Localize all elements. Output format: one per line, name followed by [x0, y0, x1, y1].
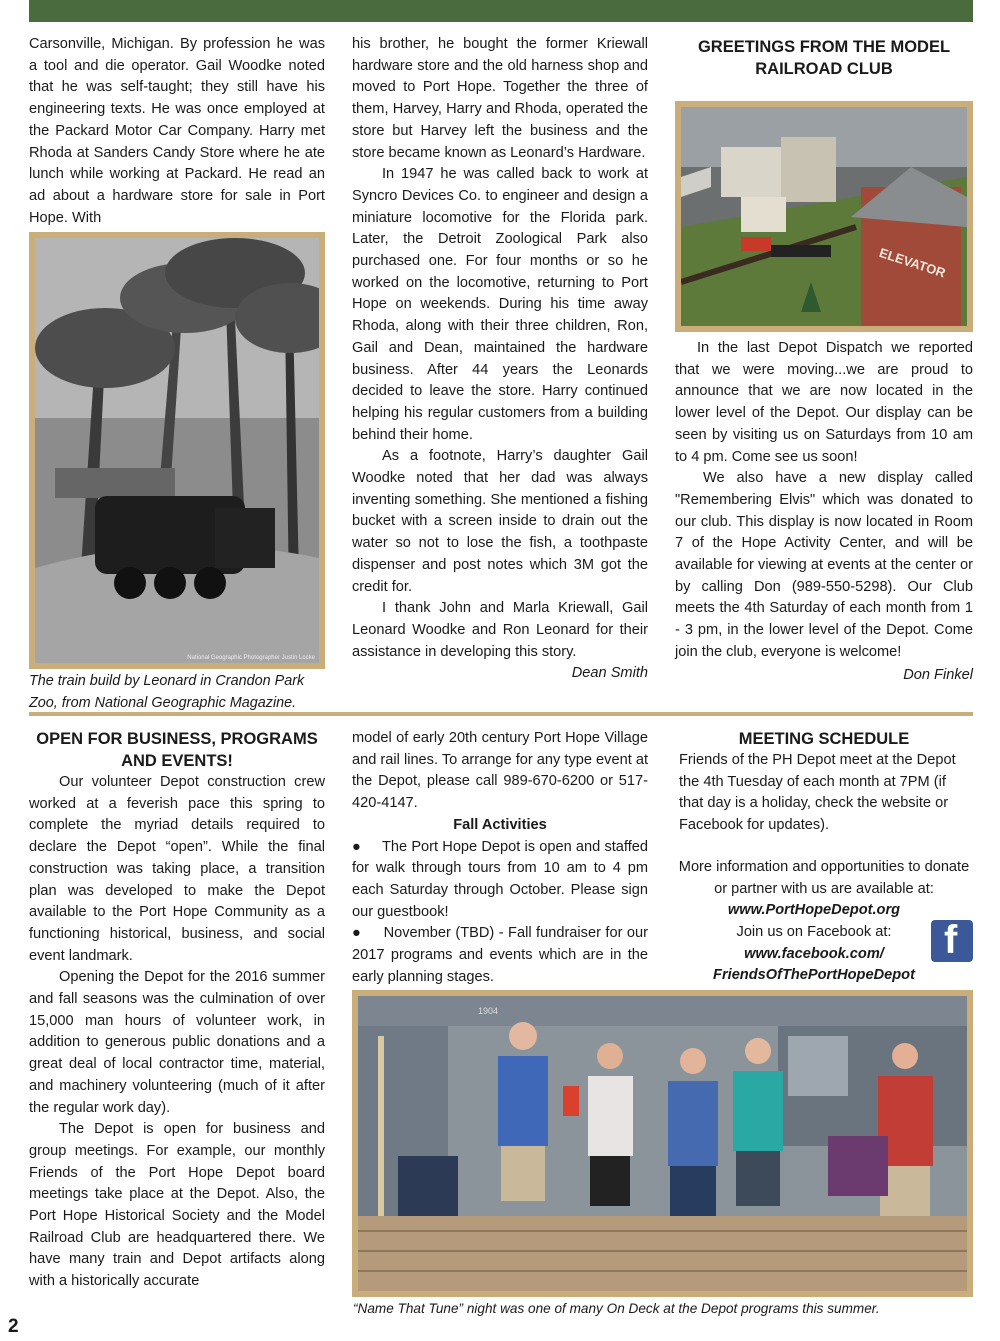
- meeting-heading: MEETING SCHEDULE: [738, 730, 910, 748]
- article-paragraph: Carsonville, Michigan. By profession he was a tool and die operator. Gail Woodke noted that he was self-taught; they still have his engineering texts. He was once employed at the Packard Motor Car Company. Harry met Rhoda at Sanders Candy Store where he ate lunch while working at Packard. He read an ad about a hardware store for sale in Port Hope. With: [29, 36, 325, 226]
- fall-activities-heading: Fall Activities: [453, 816, 547, 833]
- meeting-column: [675, 728, 973, 987]
- open-column-1: [29, 728, 325, 1293]
- article-paragraph: his brother, he bought the former Kriewall hardware store and the old harness shop and moved to Port Hope. Together the three of them, Harvey, Harry and Rhoda, operated the store but Harvey left the business and the store became known as Leonard’s Hardware.: [352, 36, 648, 161]
- railroad-column: [675, 36, 973, 80]
- crandon-park-train-photo: [35, 238, 319, 663]
- railroad-heading: GREETINGS FROM THE MODEL RAILROAD CLUB: [697, 38, 951, 78]
- bullet-icon: ●: [352, 838, 361, 855]
- facebook-link[interactable]: FriendsOfThePortHopeDepot: [713, 967, 915, 984]
- name-that-tune-photo: [358, 996, 967, 1291]
- article-paragraph: I thank John and Marla Kriewall, Gail Leonard Woodke and Ron Leonard for their assistance in developing this story.: [352, 600, 648, 660]
- open-paragraph: model of early 20th century Port Hope Village and rail lines. To arrange for any type event at the Depot, please call 989-670-6200 or 517-420-4147.: [352, 730, 648, 812]
- open-paragraph: The Depot is open for business and group meetings. For example, our monthly Friends of the Port Hope Depot board meetings take place at the Depot. Also, the Port Hope Historical Society and the Model Railroad Club are headquartered there. We have many train and Depot artifacts along with a historically accurate: [29, 1121, 325, 1290]
- open-paragraph: Opening the Depot for the 2016 summer and fall seasons was the culmination of over 15,000 man hours of volunteer work, in addition to generous public donations and a great deal of local contractor time, material, and machinery volunteering (much of it after the regular work day).: [29, 969, 325, 1116]
- facebook-icon[interactable]: [931, 920, 973, 962]
- article-column-2: [352, 34, 648, 685]
- fall-activity-item: [352, 923, 648, 988]
- article-paragraph: As a footnote, Harry’s daughter Gail Woodke noted that her dad was always inventing something. She mentioned a fishing bucket with a screen inside to drain out the water so not to lose the fish, a toothpaste dispenser and post notes which 3M got the credit for.: [352, 448, 648, 595]
- open-column-2: [352, 728, 648, 988]
- top-banner-bar: [29, 0, 973, 22]
- facebook-glyph: f: [944, 918, 958, 962]
- open-paragraph: Our volunteer Depot construction crew worked at a feverish pace this spring to complete the myriad details required to declare the Depot “open”. While the final construction was taking place, a transition plan was developed to make the Depot available to the Port Hope Community as a functioning historical, business, and social event landmark.: [29, 774, 325, 964]
- fall-activity-text: November (TBD) - Fall fundraiser for our 2017 programs and events which are in the early planning stages.: [352, 925, 648, 985]
- article-paragraph: In 1947 he was called back to work at Syncro Devices Co. to engineer and design a miniature locomotive for the Florida park. Later, the Detroit Zoological Park also purchased one. For four months or so he worked on the locomotive, returning to Port Hope on weekends. During his time away Rhoda, along with their three children, Ron, Gail and Dean, maintained the hardware business. After 44 years the Leonards decided to leave the store. Harry continued helping his regular customers from a building behind their home.: [352, 166, 648, 443]
- open-heading: OPEN FOR BUSINESS, PROGRAMS AND EVENTS!: [36, 730, 318, 770]
- building-year: 1904: [478, 1006, 499, 1016]
- name-that-tune-caption: [352, 1298, 973, 1320]
- caption-text: “Name That Tune” night was one of many On Deck at the Depot programs this summer.: [353, 1301, 880, 1316]
- author-signature: Dean Smith: [571, 665, 648, 682]
- caption-text: The train build by Leonard in Crandon Park Zoo, from National Geographic Magazine.: [29, 673, 305, 711]
- section-divider: [29, 712, 973, 716]
- photo-credit: National Geographic Photographer Justin Locke: [187, 655, 315, 661]
- bullet-icon: ●: [352, 925, 362, 942]
- train-photo-caption: [29, 671, 325, 714]
- fall-activity-item: [352, 837, 648, 924]
- facebook-link[interactable]: www.facebook.com/: [744, 945, 884, 962]
- page-number: 2: [8, 1316, 19, 1337]
- model-railroad-photo: [681, 107, 967, 326]
- railroad-text: [675, 338, 973, 686]
- facebook-label: Join us on Facebook at:: [736, 923, 892, 940]
- railroad-paragraph: We also have a new display called "Remembering Elvis" which was donated to our club. This display is now located in Room 7 of the Hope Activity Center, and will be available for viewing at events at the center or by calling Don (989-550-5298). Our Club meets the 4th Saturday of each month from 1 - 3 pm, in the lower level of the Depot. Come join the club, everyone is welcome!: [675, 470, 973, 660]
- train-photo-frame: [29, 232, 325, 669]
- name-that-tune-photo-frame: [352, 990, 973, 1297]
- railroad-signature: Don Finkel: [903, 666, 973, 683]
- fall-activity-text: The Port Hope Depot is open and staffed for walk through tours from 10 am to 4 pm each Saturday through October. Please sign our guestbook!: [352, 838, 648, 920]
- railroad-photo-frame: [675, 101, 973, 332]
- more-info-text: More information and opportunities to donate or partner with us are available at:: [678, 858, 970, 897]
- meeting-text: Friends of the PH Depot meet at the Depot the 4th Tuesday of each month at 7PM (if that day is a holiday, check the website or Facebook for updates).: [679, 752, 956, 834]
- elevator-sign: ELEVATOR: [877, 244, 948, 281]
- article-column-1: [29, 34, 325, 229]
- railroad-paragraph: In the last Depot Dispatch we reported that we were moving...we are proud to announce that we are now located in the lower level of the Depot. Our display can be seen by visiting us on Saturdays from 10 am to 4 pm. Come see us soon!: [675, 340, 973, 465]
- website-link[interactable]: www.PortHopeDepot.org: [727, 902, 901, 919]
